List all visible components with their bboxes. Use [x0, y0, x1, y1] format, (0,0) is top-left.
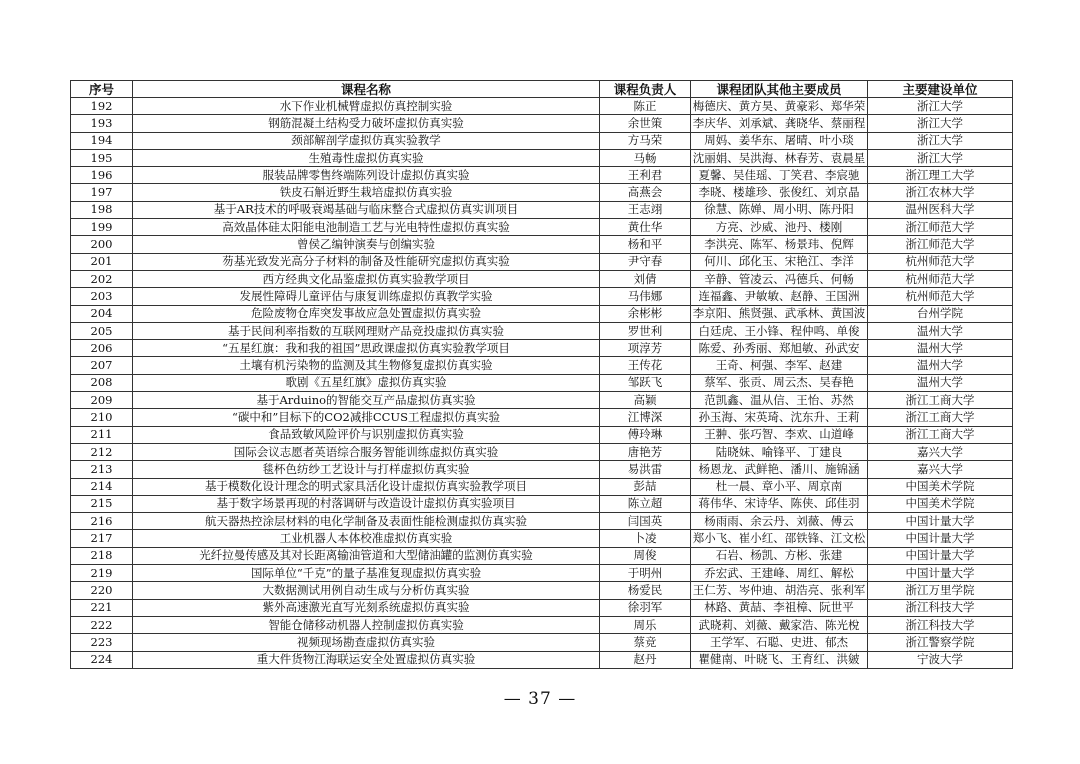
cell-serial-number: 213	[71, 461, 133, 478]
table-row	[71, 115, 1013, 132]
table-row	[71, 616, 1013, 633]
cell-serial-number: 202	[71, 270, 133, 287]
table-row	[71, 409, 1013, 426]
cell-serial-number: 223	[71, 634, 133, 651]
cell-course-leader: 王志翊	[600, 201, 691, 218]
cell-serial-number: 200	[71, 236, 133, 253]
cell-course-leader: 尹守春	[600, 253, 691, 270]
cell-course-name: 光纤拉曼传感及其对长距离输油管道和大型储油罐的监测仿真实验	[133, 547, 600, 564]
cell-team-members: 蔡军、张贡、周云杰、吴春艳	[691, 374, 868, 391]
cell-construction-unit: 杭州师范大学	[868, 270, 1013, 287]
cell-team-members: 孙玉海、宋英琦、沈东升、王莉	[691, 409, 868, 426]
cell-team-members: 郑小飞、崔小红、邵铁锋、江文松	[691, 530, 868, 547]
cell-team-members: 林路、黄喆、李祖樟、阮世平	[691, 599, 868, 616]
cell-construction-unit: 浙江科技大学	[868, 599, 1013, 616]
cell-course-leader: 于明州	[600, 565, 691, 582]
cell-serial-number: 221	[71, 599, 133, 616]
cell-course-name: 重大件货物江海联运安全处置虚拟仿真实验	[133, 651, 600, 668]
cell-course-name: 智能仓储移动机器人控制虚拟仿真实验	[133, 616, 600, 633]
cell-course-name: 曾侯乙编钟演奏与创编实验	[133, 236, 600, 253]
cell-construction-unit: 浙江大学	[868, 115, 1013, 132]
cell-course-leader: 黄仕华	[600, 219, 691, 236]
cell-serial-number: 201	[71, 253, 133, 270]
cell-construction-unit: 浙江师范大学	[868, 236, 1013, 253]
cell-course-leader: 王利君	[600, 167, 691, 184]
cell-course-name: 芴基光致发光高分子材料的制备及性能研究虚拟仿真实验	[133, 253, 600, 270]
cell-course-leader: 高燕会	[600, 184, 691, 201]
cell-serial-number: 210	[71, 409, 133, 426]
table-row	[71, 478, 1013, 495]
cell-team-members: 陆晓妹、喻锋平、丁建良	[691, 443, 868, 460]
cell-construction-unit: 嘉兴大学	[868, 443, 1013, 460]
table-row	[71, 305, 1013, 322]
cell-serial-number: 218	[71, 547, 133, 564]
cell-construction-unit: 浙江工商大学	[868, 392, 1013, 409]
cell-construction-unit: 浙江理工大学	[868, 167, 1013, 184]
cell-team-members: 杜一晨、章小平、周京南	[691, 478, 868, 495]
cell-course-name: 食品致敏风险评价与识别虚拟仿真实验	[133, 426, 600, 443]
table-row	[71, 270, 1013, 287]
cell-team-members: 王翀、张巧智、李欢、山道峰	[691, 426, 868, 443]
cell-construction-unit: 浙江万里学院	[868, 582, 1013, 599]
header-course-leader: 课程负责人	[600, 81, 691, 98]
cell-team-members: 方亮、沙威、池丹、楼刚	[691, 219, 868, 236]
cell-team-members: 李晓、楼雄珍、张俊红、刘京晶	[691, 184, 868, 201]
header-course-name: 课程名称	[133, 81, 600, 98]
table-row	[71, 340, 1013, 357]
cell-course-leader: 傅玲琳	[600, 426, 691, 443]
cell-construction-unit: 温州医科大学	[868, 201, 1013, 218]
cell-serial-number: 194	[71, 132, 133, 149]
cell-construction-unit: 中国计量大学	[868, 513, 1013, 530]
cell-team-members: 辛静、管凌云、冯德兵、何畅	[691, 270, 868, 287]
table-row	[71, 184, 1013, 201]
cell-construction-unit: 浙江大学	[868, 149, 1013, 166]
cell-course-name: 危险废物仓库突发事故应急处置虚拟仿真实验	[133, 305, 600, 322]
cell-course-name: 工业机器人本体校准虚拟仿真实验	[133, 530, 600, 547]
table-row	[71, 513, 1013, 530]
cell-construction-unit: 浙江警察学院	[868, 634, 1013, 651]
table-row	[71, 392, 1013, 409]
table-row	[71, 236, 1013, 253]
table-row	[71, 530, 1013, 547]
table-row	[71, 495, 1013, 512]
cell-serial-number: 196	[71, 167, 133, 184]
cell-construction-unit: 浙江工商大学	[868, 409, 1013, 426]
cell-team-members: 武晓莉、刘薇、戴家浩、陈光梲	[691, 616, 868, 633]
cell-construction-unit: 温州大学	[868, 340, 1013, 357]
cell-team-members: 李庆华、刘承斌、龚晓华、蔡丽程	[691, 115, 868, 132]
cell-construction-unit: 温州大学	[868, 357, 1013, 374]
cell-serial-number: 216	[71, 513, 133, 530]
cell-team-members: 连福鑫、尹敏敏、赵静、王国洲	[691, 288, 868, 305]
table-row	[71, 253, 1013, 270]
cell-serial-number: 220	[71, 582, 133, 599]
cell-course-name: 毯杯色纺纱工艺设计与打样虚拟仿真实验	[133, 461, 600, 478]
cell-construction-unit: 台州学院	[868, 305, 1013, 322]
table-row	[71, 288, 1013, 305]
cell-course-name: 铁皮石斛近野生栽培虚拟仿真实验	[133, 184, 600, 201]
cell-serial-number: 215	[71, 495, 133, 512]
cell-team-members: 范凯鑫、温从信、王怡、苏然	[691, 392, 868, 409]
header-team-members: 课程团队其他主要成员	[691, 81, 868, 98]
table-row	[71, 547, 1013, 564]
cell-team-members: 陈爱、孙秀丽、郑旭敏、孙武安	[691, 340, 868, 357]
cell-serial-number: 195	[71, 149, 133, 166]
table-row	[71, 219, 1013, 236]
cell-team-members: 杨雨雨、余云丹、刘薇、傅云	[691, 513, 868, 530]
cell-construction-unit: 浙江大学	[868, 132, 1013, 149]
cell-course-leader: 杨爱民	[600, 582, 691, 599]
table-body	[71, 98, 1013, 669]
cell-construction-unit: 嘉兴大学	[868, 461, 1013, 478]
cell-team-members: 白廷虎、王小锋、程仲鸣、单俊	[691, 322, 868, 339]
cell-course-leader: 周乐	[600, 616, 691, 633]
cell-team-members: 何川、邱化玉、宋艳江、李洋	[691, 253, 868, 270]
cell-course-name: 紫外高速激光直写光刻系统虚拟仿真实验	[133, 599, 600, 616]
cell-course-leader: 唐艳芳	[600, 443, 691, 460]
cell-construction-unit: 中国美术学院	[868, 495, 1013, 512]
cell-team-members: 蒋伟华、宋诗华、陈侠、邱佳羽	[691, 495, 868, 512]
cell-serial-number: 193	[71, 115, 133, 132]
cell-team-members: 沈丽娟、吴洪海、林春芳、袁晨星	[691, 149, 868, 166]
cell-serial-number: 204	[71, 305, 133, 322]
cell-team-members: 石岩、杨凯、方彬、张建	[691, 547, 868, 564]
table-row	[71, 426, 1013, 443]
cell-course-name: 土壤有机污染物的监测及其生物修复虚拟仿真实验	[133, 357, 600, 374]
table-row	[71, 651, 1013, 668]
cell-serial-number: 211	[71, 426, 133, 443]
cell-serial-number: 214	[71, 478, 133, 495]
cell-course-name: 基于模数化设计理念的明式家具活化设计虚拟仿真实验教学项目	[133, 478, 600, 495]
cell-course-name: 发展性障碍儿童评估与康复训练虚拟仿真教学实验	[133, 288, 600, 305]
cell-serial-number: 224	[71, 651, 133, 668]
cell-course-name: 服装品牌零售终端陈列设计虚拟仿真实验	[133, 167, 600, 184]
cell-course-leader: 王传花	[600, 357, 691, 374]
cell-course-leader: 赵丹	[600, 651, 691, 668]
cell-course-leader: 刘倩	[600, 270, 691, 287]
cell-team-members: 徐慧、陈婵、周小明、陈丹阳	[691, 201, 868, 218]
cell-construction-unit: 温州大学	[868, 322, 1013, 339]
cell-course-name: 水下作业机械臂虚拟仿真控制实验	[133, 98, 600, 115]
cell-construction-unit: 浙江农林大学	[868, 184, 1013, 201]
table-row	[71, 374, 1013, 391]
cell-course-name: 大数据测试用例自动生成与分析仿真实验	[133, 582, 600, 599]
cell-serial-number: 206	[71, 340, 133, 357]
cell-construction-unit: 中国美术学院	[868, 478, 1013, 495]
cell-team-members: 杨恩龙、武鲜艳、潘川、施锦涵	[691, 461, 868, 478]
table-row	[71, 443, 1013, 460]
cell-team-members: 李洪亮、陈军、杨景玮、倪辉	[691, 236, 868, 253]
cell-team-members: 王学军、石聪、史进、郁杰	[691, 634, 868, 651]
cell-serial-number: 222	[71, 616, 133, 633]
cell-course-name: 生殖毒性虚拟仿真实验	[133, 149, 600, 166]
table-row	[71, 98, 1013, 115]
table-row	[71, 599, 1013, 616]
cell-course-name: 航天器热控涂层材料的电化学制备及表面性能检测虚拟仿真实验	[133, 513, 600, 530]
table-row	[71, 461, 1013, 478]
cell-course-name: “五星红旗：我和我的祖国”思政课虚拟仿真实验教学项目	[133, 340, 600, 357]
cell-serial-number: 212	[71, 443, 133, 460]
cell-serial-number: 209	[71, 392, 133, 409]
cell-course-leader: 彭喆	[600, 478, 691, 495]
table-row	[71, 167, 1013, 184]
cell-construction-unit: 中国计量大学	[868, 530, 1013, 547]
cell-course-leader: 徐羽军	[600, 599, 691, 616]
cell-course-name: “碳中和”目标下的CO2减排CCUS工程虚拟仿真实验	[133, 409, 600, 426]
table-row	[71, 582, 1013, 599]
cell-construction-unit: 杭州师范大学	[868, 253, 1013, 270]
cell-course-name: 西方经典文化品鉴虚拟仿真实验教学项目	[133, 270, 600, 287]
cell-serial-number: 197	[71, 184, 133, 201]
table-row	[71, 357, 1013, 374]
table-row	[71, 149, 1013, 166]
table-row	[71, 634, 1013, 651]
table-row	[71, 565, 1013, 582]
cell-team-members: 梅德庆、黄方昊、黄豪彩、郑华荣	[691, 98, 868, 115]
cell-team-members: 夏馨、吴佳瑶、丁笑君、李宸驰	[691, 167, 868, 184]
cell-team-members: 瞿健南、叶晓飞、王育红、洪皴	[691, 651, 868, 668]
cell-course-name: 歌剧《五星红旗》虚拟仿真实验	[133, 374, 600, 391]
cell-course-leader: 周俊	[600, 547, 691, 564]
cell-course-leader: 方马荣	[600, 132, 691, 149]
cell-team-members: 李京阳、熊贤强、武承林、黄国波	[691, 305, 868, 322]
cell-course-leader: 项淳芳	[600, 340, 691, 357]
cell-course-name: 高效晶体硅太阳能电池制造工艺与光电特性虚拟仿真实验	[133, 219, 600, 236]
cell-serial-number: 217	[71, 530, 133, 547]
cell-course-leader: 邹跃飞	[600, 374, 691, 391]
cell-serial-number: 198	[71, 201, 133, 218]
table-row	[71, 132, 1013, 149]
cell-serial-number: 199	[71, 219, 133, 236]
table-header-row	[71, 81, 1013, 98]
cell-construction-unit: 杭州师范大学	[868, 288, 1013, 305]
cell-course-name: 钢筋混凝土结构受力破坏虚拟仿真实验	[133, 115, 600, 132]
cell-serial-number: 207	[71, 357, 133, 374]
cell-course-name: 基于AR技术的呼吸衰竭基础与临床整合式虚拟仿真实训项目	[133, 201, 600, 218]
table-row	[71, 201, 1013, 218]
cell-course-leader: 高颖	[600, 392, 691, 409]
cell-construction-unit: 宁波大学	[868, 651, 1013, 668]
cell-serial-number: 219	[71, 565, 133, 582]
cell-course-leader: 蔡竞	[600, 634, 691, 651]
cell-course-leader: 余世策	[600, 115, 691, 132]
cell-course-leader: 马畅	[600, 149, 691, 166]
cell-course-name: 视频现场勘查虚拟仿真实验	[133, 634, 600, 651]
cell-construction-unit: 中国计量大学	[868, 565, 1013, 582]
page-number: — 37 —	[503, 689, 577, 709]
cell-team-members: 王奇、柯强、李军、赵建	[691, 357, 868, 374]
cell-course-leader: 江博深	[600, 409, 691, 426]
header-construction-unit: 主要建设单位	[868, 81, 1013, 98]
cell-team-members: 王仁芳、岑仲迪、胡浩亮、张利军	[691, 582, 868, 599]
cell-course-leader: 易洪雷	[600, 461, 691, 478]
cell-course-name: 国际会议志愿者英语综合服务智能训练虚拟仿真实验	[133, 443, 600, 460]
cell-course-leader: 罗世利	[600, 322, 691, 339]
course-table	[70, 80, 1013, 669]
header-serial-number: 序号	[71, 81, 133, 98]
cell-course-leader: 杨和平	[600, 236, 691, 253]
cell-course-leader: 卜凌	[600, 530, 691, 547]
cell-course-name: 颈部解剖学虚拟仿真实验教学	[133, 132, 600, 149]
cell-team-members: 周妈、姜华东、屠晴、叶小琰	[691, 132, 868, 149]
cell-construction-unit: 浙江大学	[868, 98, 1013, 115]
cell-course-name: 基于数字场景再现的村落调研与改造设计虚拟仿真实验项目	[133, 495, 600, 512]
cell-serial-number: 192	[71, 98, 133, 115]
cell-serial-number: 203	[71, 288, 133, 305]
table-row	[71, 322, 1013, 339]
cell-course-leader: 余彬彬	[600, 305, 691, 322]
cell-construction-unit: 浙江科技大学	[868, 616, 1013, 633]
cell-course-leader: 陈立超	[600, 495, 691, 512]
cell-team-members: 乔宏武、王建峰、周红、解松	[691, 565, 868, 582]
cell-course-leader: 陈正	[600, 98, 691, 115]
cell-construction-unit: 温州大学	[868, 374, 1013, 391]
cell-construction-unit: 浙江师范大学	[868, 219, 1013, 236]
cell-course-name: 基于民间利率指数的互联网理财产品竞投虚拟仿真实验	[133, 322, 600, 339]
cell-serial-number: 205	[71, 322, 133, 339]
cell-construction-unit: 浙江工商大学	[868, 426, 1013, 443]
cell-course-name: 基于Arduino的智能交互产品虚拟仿真实验	[133, 392, 600, 409]
cell-course-name: 国际单位“千克”的量子基准复现虚拟仿真实验	[133, 565, 600, 582]
cell-serial-number: 208	[71, 374, 133, 391]
cell-course-leader: 闫国英	[600, 513, 691, 530]
cell-course-leader: 马伟娜	[600, 288, 691, 305]
cell-construction-unit: 中国计量大学	[868, 547, 1013, 564]
